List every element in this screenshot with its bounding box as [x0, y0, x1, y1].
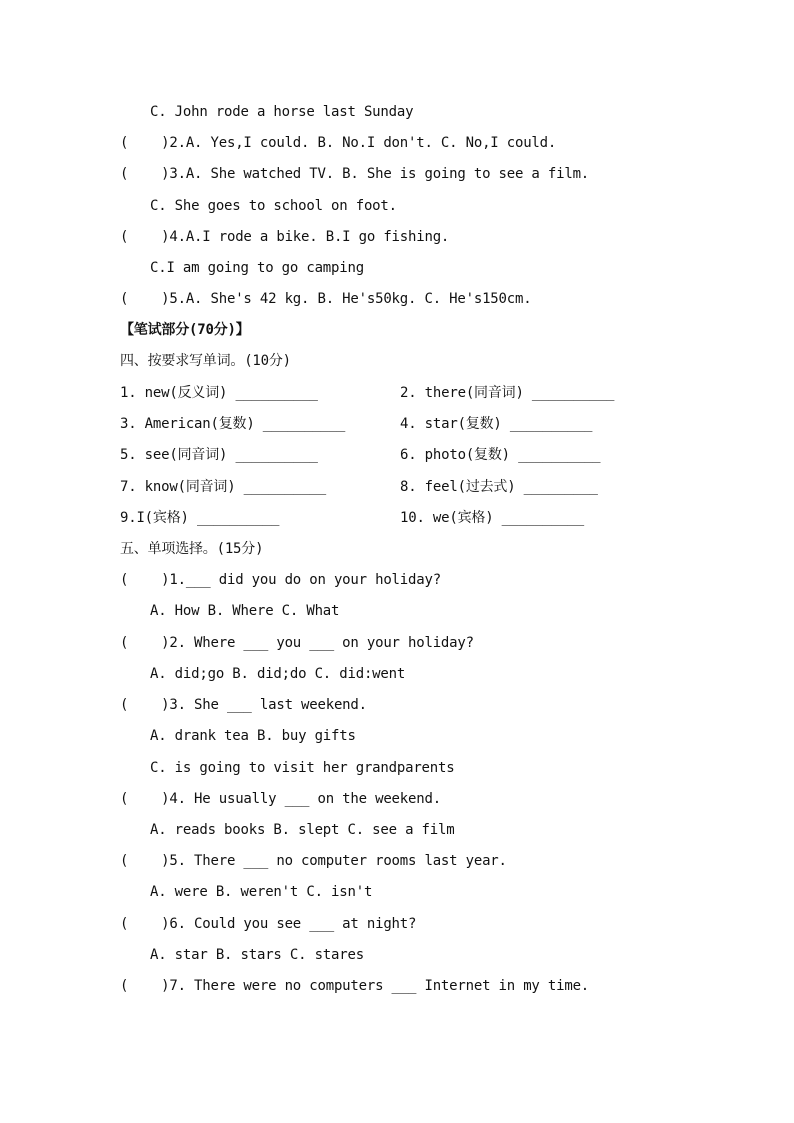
choice-options-3c: C. is going to visit her grandparents [150, 760, 455, 776]
word-item-9: 9.I(宾格) __________ [120, 510, 280, 526]
word-item-5: 5. see(同音词) __________ [120, 447, 318, 463]
listening-option-3c: C. She goes to school on foot. [150, 198, 397, 214]
choice-question-7: ( )7. There were no computers ___ Internet in my time. [120, 978, 590, 994]
word-item-6: 6. photo(复数) __________ [400, 447, 601, 463]
choice-options-6: A. star B. stars C. stares [150, 947, 364, 963]
word-item-10: 10. we(宾格) __________ [400, 510, 584, 526]
choice-options-4: A. reads books B. slept C. see a film [150, 822, 455, 838]
word-item-2: 2. there(同音词) __________ [400, 385, 615, 401]
word-item-7: 7. know(同音词) __________ [120, 479, 326, 495]
choice-options-5: A. were B. weren't C. isn't [150, 884, 373, 900]
listening-question-4: ( )4.A.I rode a bike. B.I go fishing. [120, 229, 450, 245]
listening-question-5: ( )5.A. She's 42 kg. B. He's50kg. C. He's150cm. [120, 291, 532, 307]
choice-options-2: A. did;go B. did;do C. did:went [150, 666, 406, 682]
word-item-8: 8. feel(过去式) _________ [400, 479, 598, 495]
listening-option-4c: C.I am going to go camping [150, 260, 364, 276]
word-item-1: 1. new(反义词) __________ [120, 385, 318, 401]
choice-options-1: A. How B. Where C. What [150, 603, 340, 619]
choice-question-3: ( )3. She ___ last weekend. [120, 697, 367, 713]
section-written-heading: 【笔试部分(70分)】 [120, 322, 250, 338]
listening-option-1c: C. John rode a horse last Sunday [150, 104, 414, 120]
choice-options-3a: A. drank tea B. buy gifts [150, 728, 356, 744]
choice-question-1: ( )1.___ did you do on your holiday? [120, 572, 441, 588]
word-item-4: 4. star(复数) __________ [400, 416, 593, 432]
choice-question-5: ( )5. There ___ no computer rooms last year. [120, 853, 507, 869]
choice-question-2: ( )2. Where ___ you ___ on your holiday? [120, 635, 474, 651]
listening-question-2: ( )2.A. Yes,I could. B. No.I don't. C. No,I could. [120, 135, 557, 151]
listening-question-3: ( )3.A. She watched TV. B. She is going to see a film. [120, 166, 590, 182]
word-item-3: 3. American(复数) __________ [120, 416, 346, 432]
choice-question-6: ( )6. Could you see ___ at night? [120, 916, 417, 932]
section-4-heading: 四、按要求写单词。(10分) [120, 353, 291, 369]
choice-question-4: ( )4. He usually ___ on the weekend. [120, 791, 441, 807]
section-5-heading: 五、单项选择。(15分) [120, 541, 264, 557]
